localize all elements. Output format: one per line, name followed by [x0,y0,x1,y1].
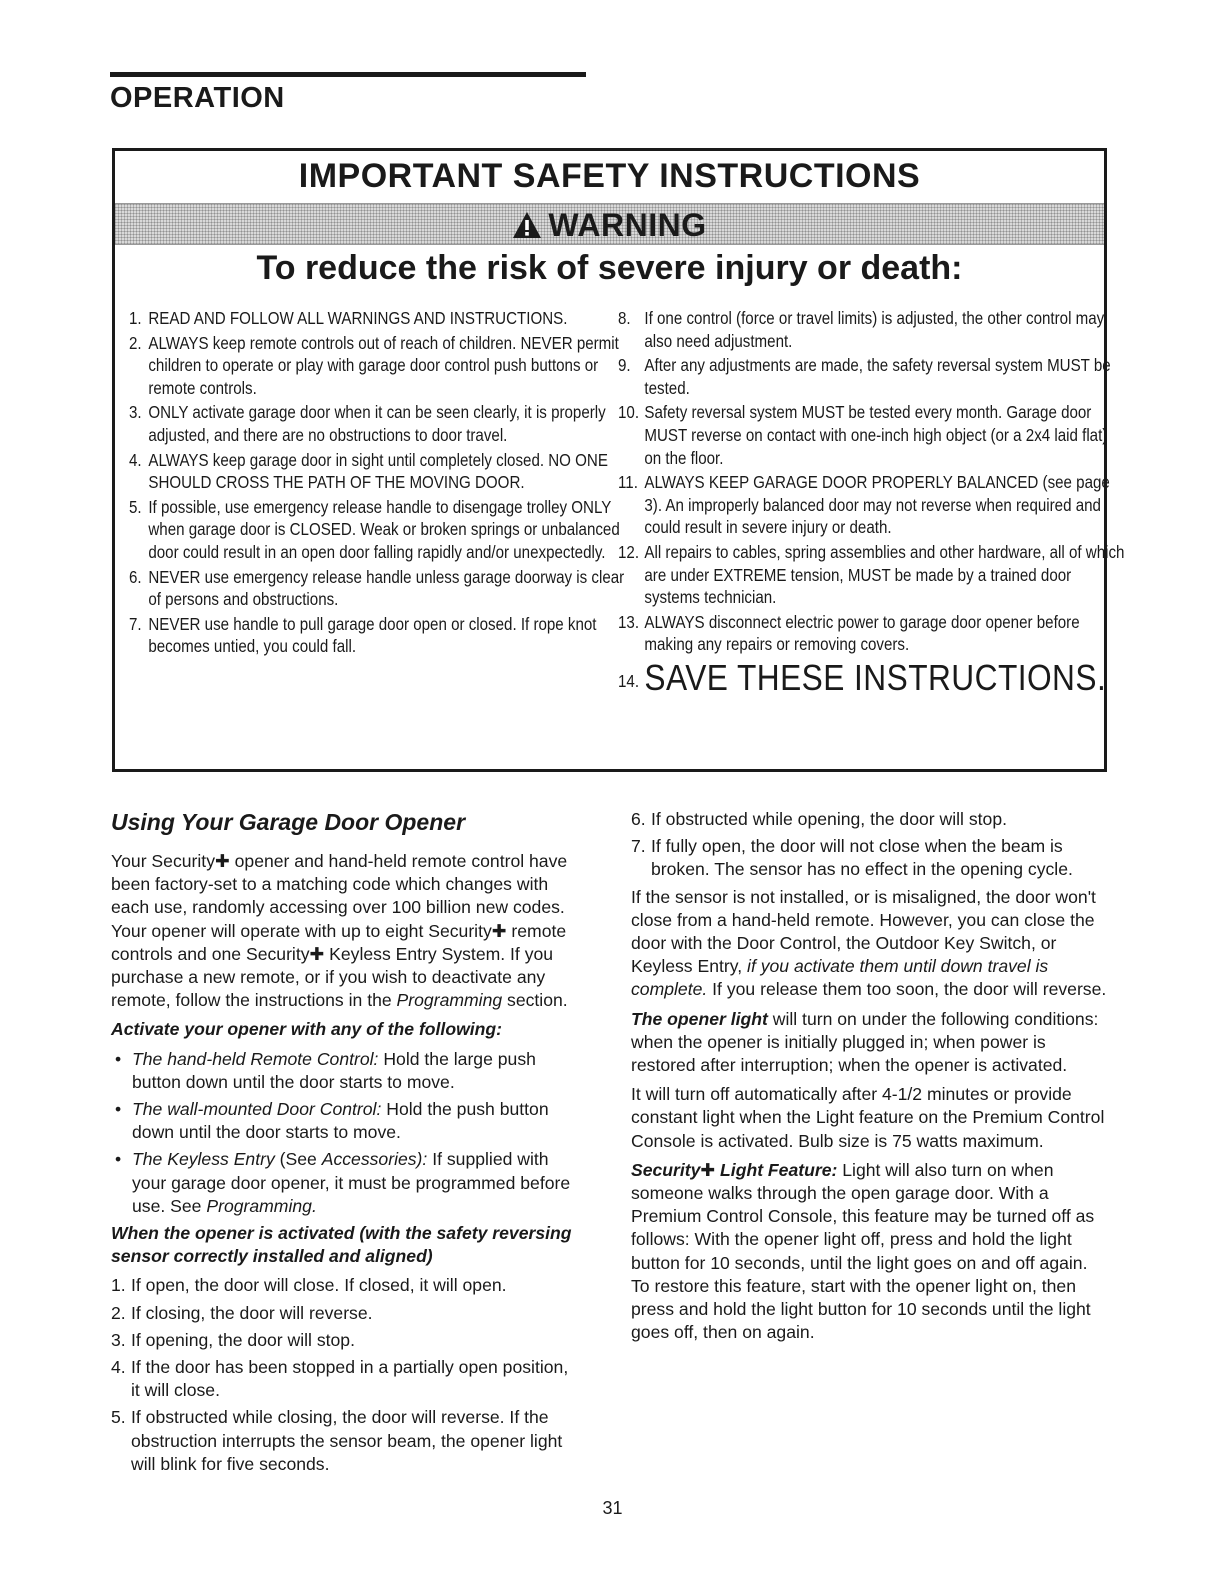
list-item: 1. If open, the door will close. If closed, it will open. [111,1275,507,1296]
section-subtitle: Using Your Garage Door Opener [111,809,466,835]
list-item: 10. Safety reversal system MUST be tested every month. Garage door MUST reverse on contact with one-inch high object (or a 2x4 laid flat) on the floor. [618,402,1108,468]
right-column [631,808,1109,1350]
sensor-paragraph: If the sensor is not installed, or is misaligned, the door won't close from a hand-held remote. However, you can close the door with the Door Control, the Outdoor Key Switch, or Keyless Entry, if you activate them until down travel is complete. If you release them too soon, the door will reverse. [631,886,1107,1000]
list-item: 3. ONLY activate garage door when it can be seen clearly, it is properly adjusted, and there are no obstructions to door travel. [129,402,606,445]
list-item: 5. If possible, use emergency release handle to disengage trolley ONLY when garage door is CLOSED. Weak or broken springs or unbalanced door could result in an open door falling rapidly and/or unexpectedly. [129,496,620,562]
operation-steps-list [111,1274,581,1476]
safety-instructions-box [112,148,1125,772]
operation-steps-list-continued [631,808,1109,882]
section-title: OPERATION [110,82,285,114]
list-item: 8. If one control (force or travel limits) is adjusted, the other control may also need adjustment. [618,308,1105,351]
list-item: 13. ALWAYS disconnect electric power to garage door opener before making any repairs or removing covers. [618,611,1080,655]
list-item: 7. NEVER use handle to pull garage door open or closed. If rope knot becomes untied, you could fall. [129,613,597,657]
list-item: 3. If opening, the door will stop. [111,1329,355,1350]
safety-heading: IMPORTANT SAFETY INSTRUCTIONS [298,157,921,195]
list-item: 9. After any adjustments are made, the safety reversal system MUST be tested. [618,355,1111,398]
list-item: 4. If the door has been stopped in a partially open position, it will close. [111,1357,569,1401]
list-item: 2. ALWAYS keep remote controls out of reach of children. NEVER permit children to operate or play with garage door control push buttons or remote controls. [129,332,619,398]
list-item: 12. All repairs to cables, spring assemblies and other hardware, all of which are under EXTREME tension, MUST be made by a trained door systems technician. [618,541,1125,608]
light-off-paragraph: It will turn off automatically after 4-1/2 minutes or provide constant light when the Light feature on the Premium Control Console is activated. Bulb size is 75 watts maximum. [631,1084,1105,1151]
save-instructions-text: SAVE THESE INSTRUCTIONS. [644,656,1107,698]
list-item: 5. If obstructed while closing, the door will reverse. If the obstruction interrupts the sensor beam, the opener light will blink for five seconds. [111,1407,563,1474]
activate-heading: Activate your opener with any of the following: [111,1019,502,1040]
risk-heading: To reduce the risk of severe injury or death: [256,249,963,287]
list-item: 1. READ AND FOLLOW ALL WARNINGS AND INSTRUCTIONS. [129,308,568,328]
save-instructions-item: 14. SAVE THESE INSTRUCTIONS. [618,656,1107,698]
safety-list-right [618,307,1125,700]
list-item: 6. NEVER use emergency release handle unless garage doorway is clear of persons and obstructions. [129,566,625,610]
safety-list-left [129,307,625,660]
warning-triangle-icon [512,210,542,247]
list-item: • The wall-mounted Door Control: Hold the push button down until the door starts to move. [115,1099,549,1143]
list-item: 11. ALWAYS KEEP GARAGE DOOR PROPERLY BALANCED (see page 3). An improperly balanced door may not reverse when required and could result in severe injury or death. [618,472,1110,538]
warning-label [115,207,1104,247]
activated-heading: When the opener is activated (with the safety reversing sensor correctly installed and aligned) [111,1223,572,1267]
warning-text: WARNING [548,207,707,243]
opener-light-paragraph: The opener light will turn on under the following conditions: when the opener is initially plugged in; when power is restored after interruption; when the opener is activated. [631,1008,1099,1076]
page-number: 31 [602,1498,623,1518]
list-item: • The hand-held Remote Control: Hold the large push button down until the door starts to move. [115,1048,536,1092]
warning-band [115,203,1104,245]
list-item: 6. If obstructed while opening, the door will stop. [631,809,1007,829]
left-column [111,808,581,1480]
light-feature-paragraph: Security✚ Light Feature: Light will also turn on when someone walks through the open garage door. With a Premium Control Console, this feature may be turned off as follows: With the opener light off, press and hold the light button for 10 seconds, until the light goes on and off again. To restore this feature, start with the opener light on, then press and hold the light button for 10 seconds until the light goes off, then on again. [631,1159,1095,1343]
list-item: • The Keyless Entry (See Accessories): If supplied with your garage door opener, it must be programmed before use. See Programming. [115,1149,571,1216]
list-item: 4. ALWAYS keep garage door in sight until completely closed. NO ONE SHOULD CROSS THE PATH OF THE MOVING DOOR. [129,449,608,493]
list-item: 2. If closing, the door will reverse. [111,1302,373,1323]
intro-paragraph: Your Security✚ opener and hand-held remote control have been factory-set to a matching code which changes with each use, randomly accessing over 100 billion new codes. Your opener will operate with up to eight Security✚ remote controls and one Security✚ Keyless Entry System. If you purchase a new remote, or if you wish to deactivate any remote, follow the instructions in the Programming section. [111,851,568,1011]
header-rule [110,72,586,77]
list-item: 7. If fully open, the door will not close when the beam is broken. The sensor has no effect in the opening cycle. [631,836,1073,880]
activate-methods-list [111,1048,581,1218]
